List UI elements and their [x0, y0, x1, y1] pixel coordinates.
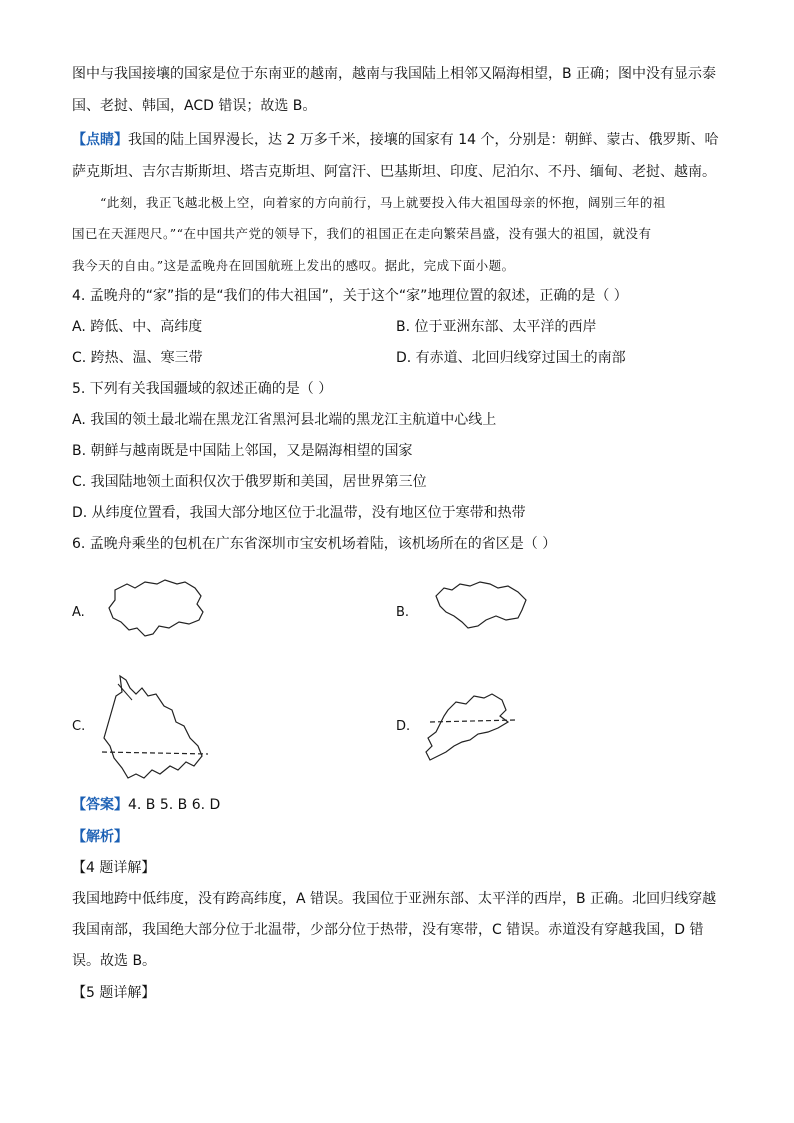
analysis-prev-line1: 图中与我国接壤的国家是位于东南亚的越南，越南与我国陆上相邻又隔海相望，B 正确；图中没有显示泰: [72, 66, 717, 82]
q6-option-b-label: B.: [396, 605, 410, 620]
detail4-line2: 我国南部，我国绝大部分位于北温带，少部分位于热带，没有寒带，C 错误。赤道没有穿越我国，D 错: [72, 922, 704, 938]
map-option-b-tibet: [430, 578, 535, 633]
detail4-tag: 【4 题详解】: [72, 860, 156, 876]
passage-line3: 我今天的自由。”这是孟晚舟在回国航班上发出的感叹。据此，完成下面小题。: [72, 258, 515, 273]
passage-line2: 国已在天涯咫尺。”“在中国共产党的领导下，我们的祖国正在走向繁荣昌盛，没有强大的祖国，就没有: [72, 226, 652, 241]
map-option-c-yunnan: [98, 674, 213, 784]
answer-tag: 【答案】: [72, 797, 128, 813]
analysis-tag: 【解析】: [72, 829, 128, 845]
detail4-line1: 我国地跨中低纬度，没有跨高纬度，A 错误。我国位于亚洲东部、太平洋的西岸，B 正确。北回归线穿越: [72, 891, 717, 907]
q4-option-c: C. 跨热、温、寒三带: [72, 350, 203, 366]
answer-text: 4. B 5. B 6. D: [128, 797, 221, 813]
q5-option-c: C. 我国陆地领土面积仅次于俄罗斯和美国，居世界第三位: [72, 474, 427, 490]
q4-option-b: B. 位于亚洲东部、太平洋的西岸: [396, 319, 597, 335]
point-text1: 我国的陆上国界漫长，达 2 万多千米，接壤的国家有 14 个，分别是：朝鲜、蒙古、俄罗斯、哈: [128, 132, 719, 148]
analysis-prev-line2: 国、老挝、韩国，ACD 错误；故选 B。: [72, 98, 317, 114]
q6-option-d-label: D.: [396, 719, 411, 734]
q4-stem: 4. 孟晚舟的“家”指的是“我们的伟大祖国”，关于这个“家”地理位置的叙述，正确的是（ ）: [72, 288, 628, 304]
map-option-a-qinghai: [105, 578, 215, 638]
q6-option-a-label: A.: [72, 605, 85, 620]
detail4-line3: 误。故选 B。: [72, 953, 157, 969]
point-tag: 【点睛】: [72, 132, 128, 148]
q6-stem: 6. 孟晚舟乘坐的包机在广东省深圳市宝安机场着陆，该机场所在的省区是（ ）: [72, 536, 557, 552]
q5-option-d: D. 从纬度位置看，我国大部分地区位于北温带，没有地区位于寒带和热带: [72, 505, 526, 521]
passage-line1: “此刻，我正飞越北极上空，向着家的方向前行，马上就要投入伟大祖国母亲的怀抱，阔别三年的祖: [100, 195, 666, 210]
detail5-tag: 【5 题详解】: [72, 985, 156, 1001]
q5-option-a: A. 我国的领土最北端在黑龙江省黑河县北端的黑龙江主航道中心线上: [72, 412, 497, 428]
point-line1: [72, 130, 719, 150]
q4-option-a: A. 跨低、中、高纬度: [72, 319, 203, 335]
answer-line: [72, 795, 220, 815]
q6-option-c-label: C.: [72, 719, 86, 734]
q5-stem: 5. 下列有关我国疆域的叙述正确的是（ ）: [72, 381, 333, 397]
q4-option-d: D. 有赤道、北回归线穿过国土的南部: [396, 350, 626, 366]
q5-option-b: B. 朝鲜与越南既是中国陆上邻国，又是隔海相望的国家: [72, 443, 413, 459]
map-option-d-guangdong: [420, 690, 520, 765]
point-line2: 萨克斯坦、吉尔吉斯斯坦、塔吉克斯坦、阿富汗、巴基斯坦、印度、尼泊尔、不丹、缅甸、老挝、越南。: [72, 164, 716, 180]
